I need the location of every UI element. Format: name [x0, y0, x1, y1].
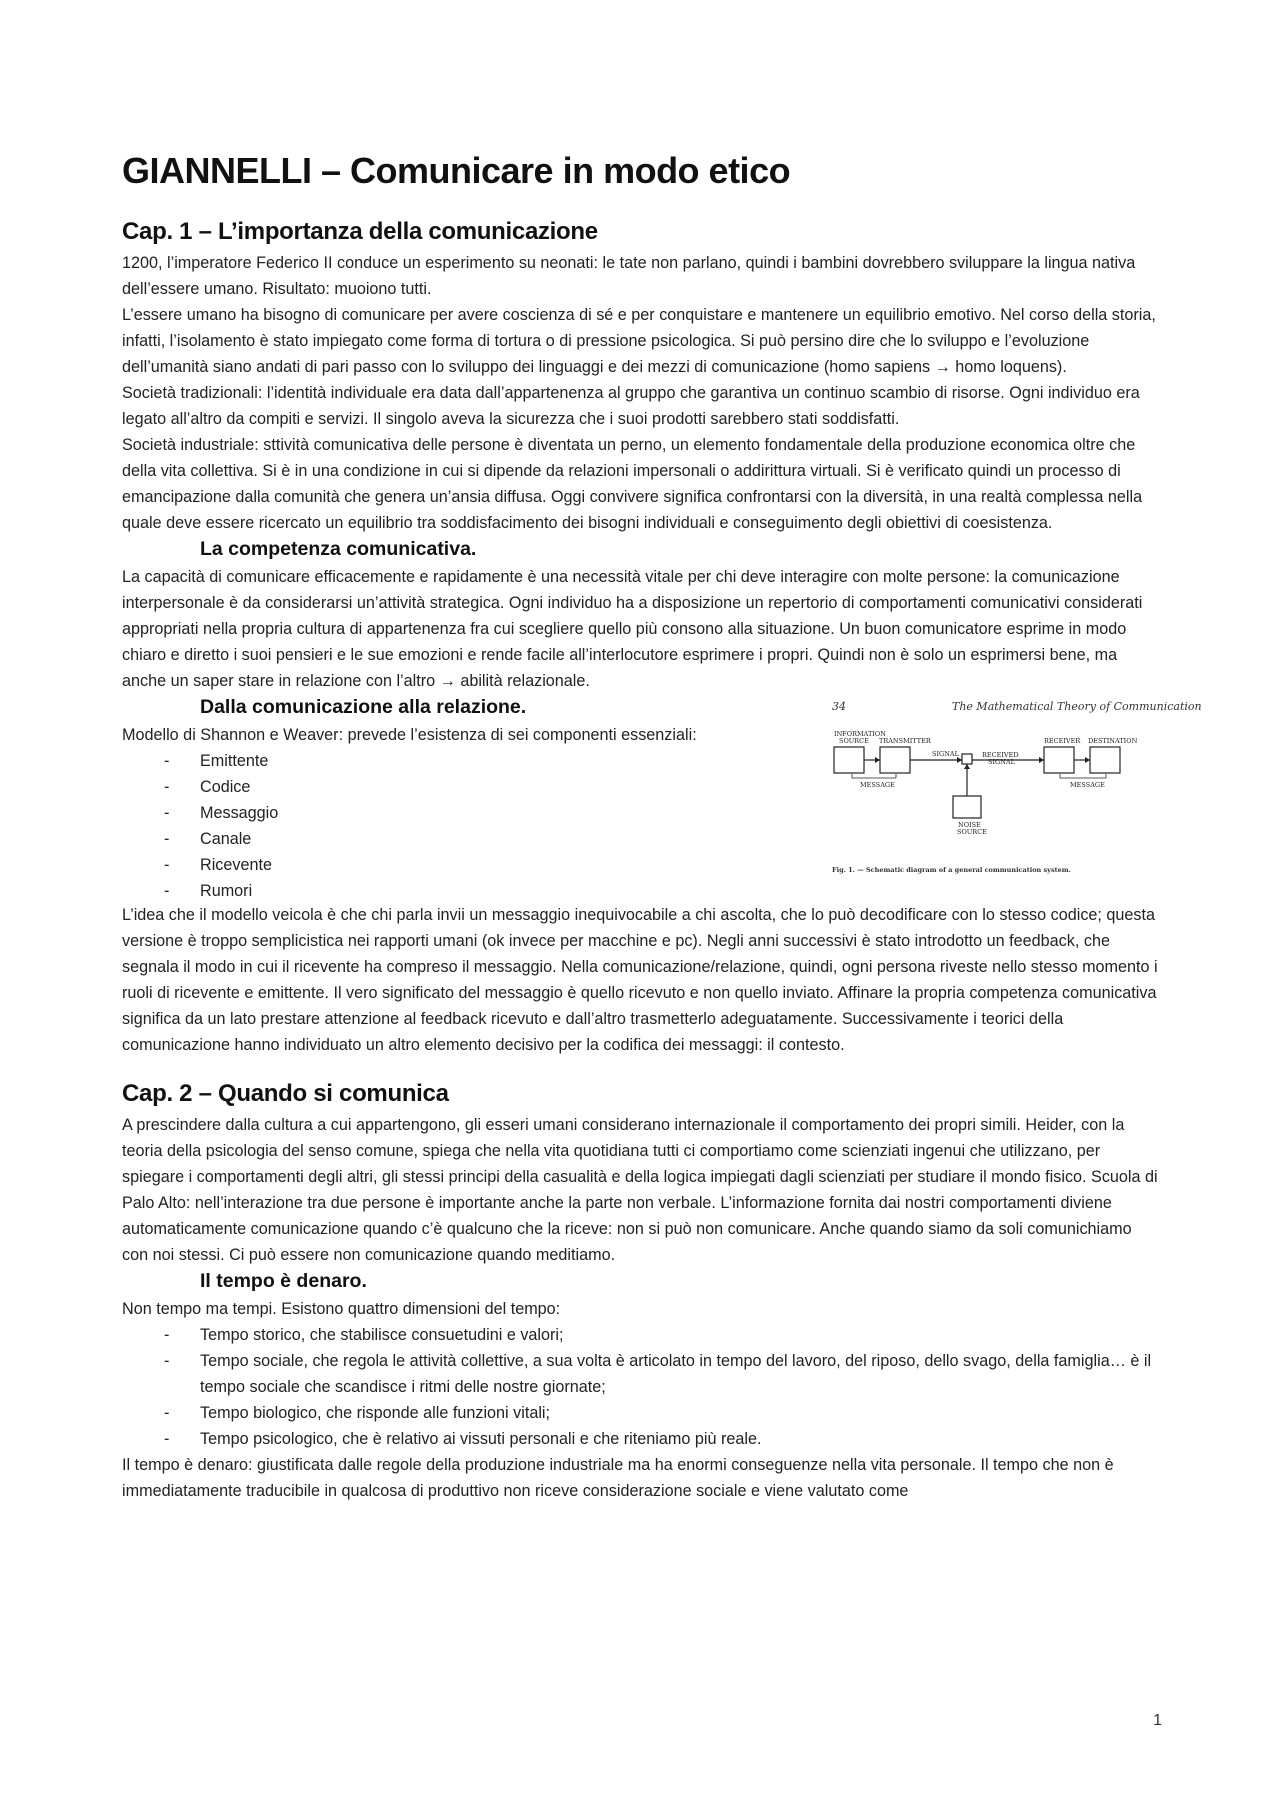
paragraph: A prescindere dalla cultura a cui appartengono, gli esseri umani considerano internazionale il comportamento dei propri simili. Heider, con la teoria della psicologia del senso comune, spiega che nella vita quotidiana tutti ci comportiamo come scienziati ingenui che utilizzano, per spiegare i comportamenti degli altri, gli stessi principi della casualità e della logica impiegati dagli scienziati per studiare il mondo fisico. Scuola di Palo Alto: nell’interazione tra due persone è importante anche la parte non verbale. L’informazione fornita dai nostri comportamenti diviene automaticamente comunicazione quando c’è qualcuno che la riceve: non si può non comunicare. Anche quando siamo da soli comunichiamo con noi stessi. Ci può essere non comunicazione quando meditiamo. [122, 1116, 1158, 1264]
paragraph: L’idea che il modello veicola è che chi parla invii un messaggio inequivocabile a chi ascolta, che lo può decodificare con lo stesso codice; questa versione è troppo semplicistica nei rapporti umani (ok invece per macchine e pc). Negli anni successivi è stato introdotto un feedback, che segnala il modo in cui il ricevente ha compreso il messaggio. Nella comunicazione/relazione, quindi, ogni persona riveste nello stesso momento i ruoli di ricevente e emittente. Il vero significato del messaggio è quello ricevuto e non quello inviato. Affinare la propria competenza comunicativa significa da un lato prestare attenzione al feedback ricevuto e dall’altro trasmetterlo adeguatamente. Successivamente i teorici della comunicazione hanno individuato un altro elemento decisivo per la codifica dei messaggi: il contesto. [122, 906, 1158, 1054]
chapter-1-heading: Cap. 1 – L’importanza della comunicazione [122, 218, 598, 245]
paragraph: Non tempo ma tempi. Esistono quattro dimensioni del tempo: [122, 1300, 561, 1318]
transmitter-label: TRANSMITTER [879, 737, 931, 745]
destination-box [1090, 747, 1120, 773]
paragraph: Il tempo è denaro: giustificata dalle regole della produzione industriale ma ha enormi conseguenze nella vita personale. Il tempo che non è immediatamente traducibile in qualcosa di produttivo non riceve considerazione sociale e viene valutato come [122, 1456, 1114, 1500]
list-item: - Ricevente [122, 852, 802, 878]
subheading-relazione: Dalla comunicazione alla relazione. [200, 696, 527, 718]
paragraph: 1200, l’imperatore Federico II conduce un esperimento su neonati: le tate non parlano, quindi i bambini dovrebbero sviluppare la lingua nativa dell’essere umano. Risultato: muoiono tutti. [122, 254, 1136, 298]
chapter-2-heading: Cap. 2 – Quando si comunica [122, 1080, 449, 1107]
paragraph: La capacità di comunicare efficacemente e rapidamente è una necessità vitale per chi deve interagire con molte persone: la comunicazione interpersonale è da considerarsi un’attività strategica. Ogni individuo ha a disposizione un repertorio di comportamenti comunicativi considerati appropriati nella propria cultura di appartenenza fra cui scegliere quello più consono alla situazione. Un buon comunicatore esprime in modo chiaro e diretto i suoi pensieri e le sue emozioni e rende facile all’interlocutore esprimere i propri. Quindi non è solo un esprimersi bene, ma anche un saper stare in relazione con l’altro → abilità relazionale. [122, 568, 1143, 690]
list-item: - Codice [122, 774, 802, 800]
shannon-diagram-figure [822, 694, 1234, 884]
paragraph: Società tradizionali: l’identità individuale era data dall’appartenenza al gruppo che garantiva un continuo scambio di risorse. Ogni individuo era legato all’altro da compiti e servizi. Il singolo aveva la sicurezza che i suoi prodotti sarebbero stati soddisfatti. [122, 384, 1140, 428]
message-label: MESSAGE [860, 781, 895, 789]
subheading-competenza: La competenza comunicativa. [200, 538, 477, 560]
list-item: - Emittente [122, 748, 802, 774]
paragraph: L’essere umano ha bisogno di comunicare per avere coscienza di sé e per conquistare e mantenere un equilibrio emotivo. Nel corso della storia, infatti, l’isolamento è stato impiegato come forma di tortura o di pressione psicologica. Si può persino dire che lo sviluppo e l’evoluzione dell’umanità siano andati di pari passo con lo sviluppo dei linguaggi e dei mezzi di comunicazione (homo sapiens → homo loquens). [122, 306, 1156, 376]
info-source-box [834, 747, 864, 773]
communication-diagram [822, 694, 1234, 884]
figure-page-number: 34 [832, 700, 846, 713]
noise-source-label: NOISE [958, 821, 981, 829]
document-title: GIANNELLI – Comunicare in modo etico [122, 150, 791, 191]
list-item: - Tempo biologico, che risponde alle funzioni vitali; [122, 1400, 1162, 1426]
receiver-box [1044, 747, 1074, 773]
list-item: - Tempo psicologico, che è relativo ai vissuti personali e che riteniamo più reale. [122, 1426, 1162, 1452]
message-label: MESSAGE [1070, 781, 1105, 789]
channel-box [962, 754, 972, 764]
transmitter-box [880, 747, 910, 773]
paragraph: Società industriale: sttività comunicativa delle persone è diventata un perno, un elemento fondamentale della produzione economica oltre che della vita collettiva. Si è in una condizione in cui si dipende da relazioni impersonali o addirittura virtuali. Si è verificato quindi un processo di emancipazione dalla comunità che genera un’ansia diffusa. Oggi convivere significa confrontarsi con la diversità, in una realtà complessa nella quale deve essere ricercato un equilibrio tra soddisfacimento dei bisogni individuali e conseguimento degli obiettivi di coesistenza. [122, 436, 1143, 532]
page-number: 1 [1153, 1712, 1162, 1729]
list-item: - Canale [122, 826, 802, 852]
subheading-tempo: Il tempo è denaro. [200, 1270, 367, 1292]
time-dimensions-list [122, 1322, 1162, 1452]
paragraph: Modello di Shannon e Weaver: prevede l’esistenza di sei componenti essenziali: [122, 726, 697, 744]
list-item: - Messaggio [122, 800, 802, 826]
received-signal-label: RECEIVED [982, 751, 1019, 759]
info-source-label: SOURCE [839, 737, 869, 745]
figure-caption: Fig. 1. — Schematic diagram of a general communication system. [832, 866, 1071, 874]
noise-source-box [953, 796, 981, 818]
destination-label: DESTINATION [1088, 737, 1138, 745]
figure-book-title: The Mathematical Theory of Communication [952, 700, 1202, 713]
arrow-head [964, 764, 970, 769]
noise-source-label: SOURCE [957, 828, 987, 836]
arrow-head [875, 757, 880, 763]
components-list [122, 748, 802, 904]
list-item: - Tempo sociale, che regola le attività collettive, a sua volta è articolato in tempo del lavoro, del riposo, dello svago, della famiglia… è il tempo sociale che scandisce i ritmi delle nostre giornate; [122, 1348, 1162, 1400]
arrow-head [1085, 757, 1090, 763]
receiver-label: RECEIVER [1044, 737, 1081, 745]
list-item: - Tempo storico, che stabilisce consuetudini e valori; [122, 1322, 1162, 1348]
received-signal-label: SIGNAL [988, 758, 1015, 766]
arrow-head [1039, 757, 1044, 763]
page-content [122, 150, 1202, 1504]
shannon-section [122, 694, 1202, 902]
info-source-label: INFORMATION [834, 730, 886, 738]
list-item: - Rumori [122, 878, 802, 904]
signal-label: SIGNAL [932, 750, 959, 758]
